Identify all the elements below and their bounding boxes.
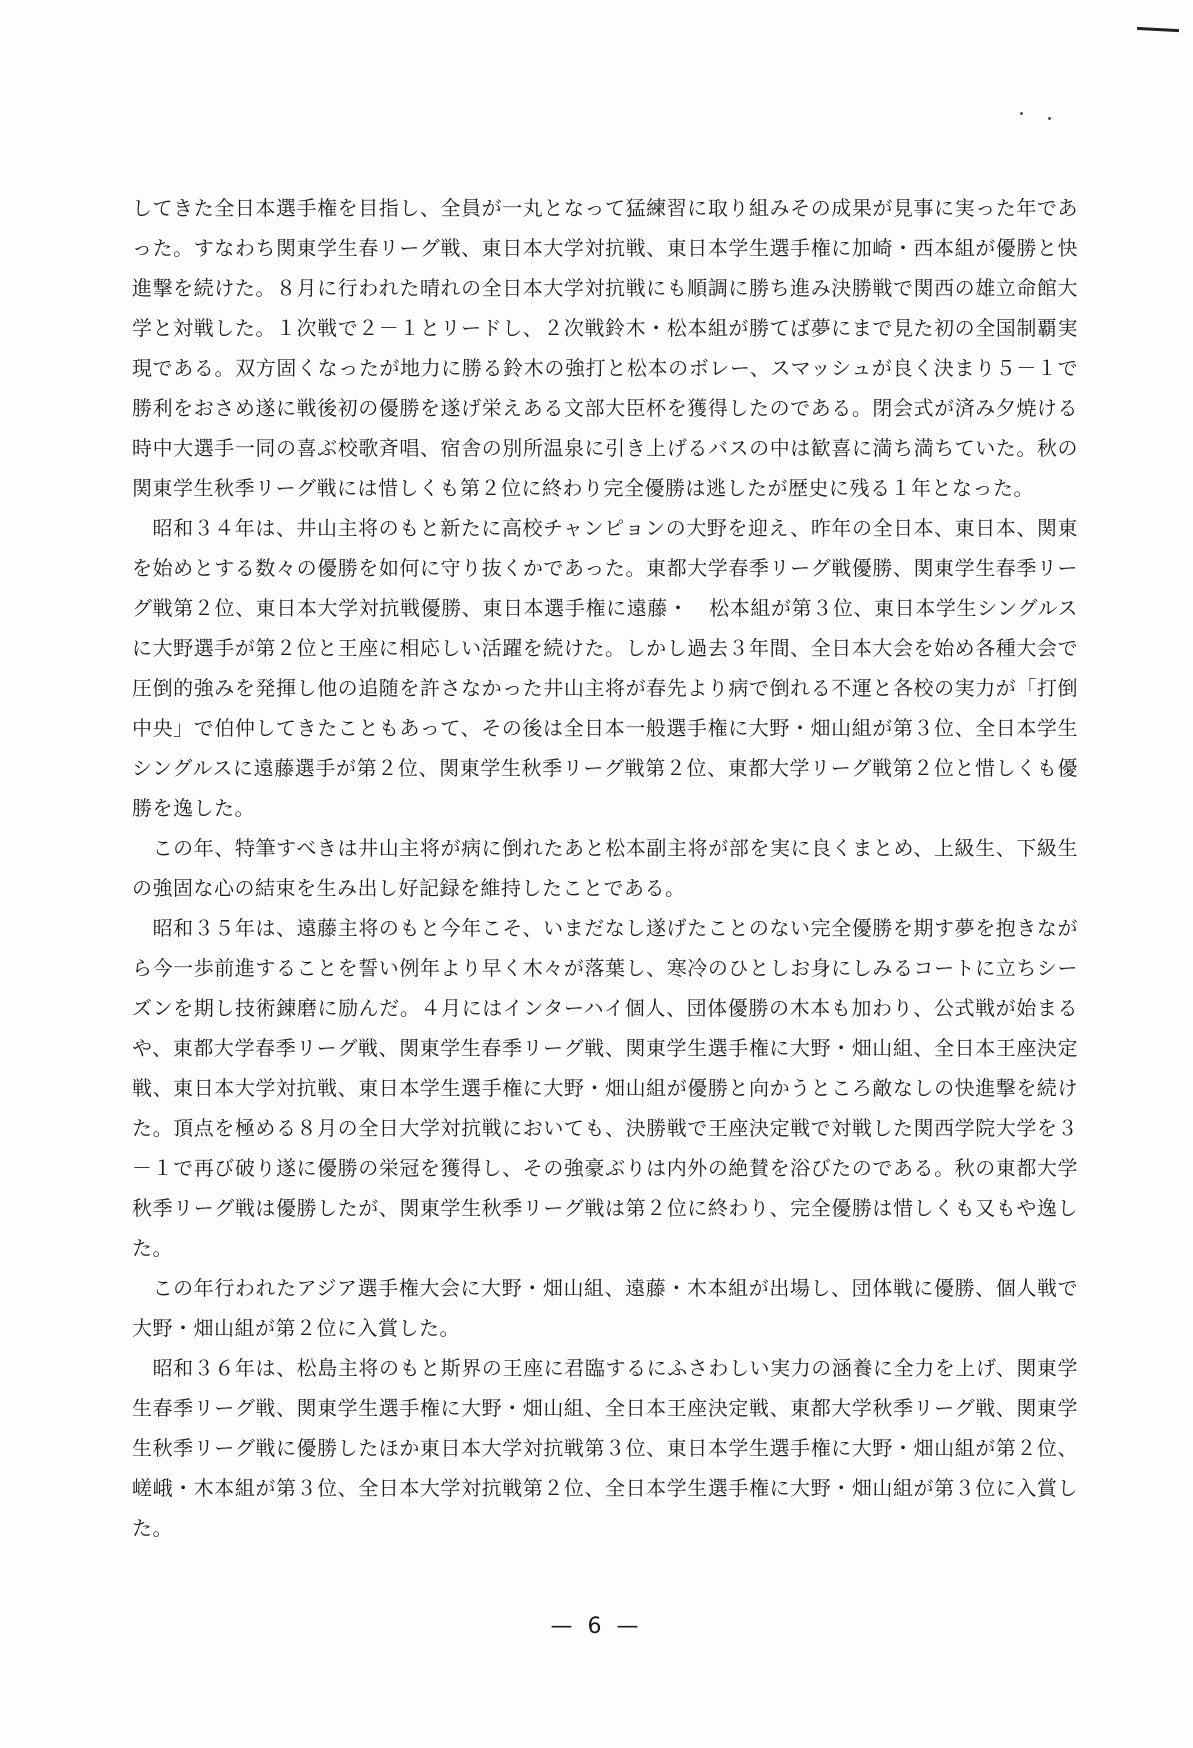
body-text: [132, 188, 1078, 1548]
paragraph-2: 昭和３４年は、井山主将のもと新たに高校チャンピョンの大野を迎え、昨年の全日本、東日本、関東を始めとする数々の優勝を如何に守り抜くかであった。東都大学春季リーグ戦優勝、関東学生春季リーグ戦第２位、東日本大学対抗戦優勝、東日本選手権に遠藤・ 松本組が第３位、東日本学生シングルスに大野選手が第２位と王座に相応しい活躍を続けた。しかし過去３年間、全日本大会を始め各種大会で圧倒的強みを発揮し他の追随を許さなかった井山主将が春先より病で倒れる不運と各校の実力が「打倒中央」で伯仲してきたこともあって、その後は全日本一般選手権に大野・畑山組が第３位、全日本学生シングルスに遠藤選手が第２位、関東学生秋季リーグ戦第２位、東都大学リーグ戦第２位と惜しくも優勝を逸した。: [132, 516, 1078, 820]
paragraph-4: 昭和３５年は、遠藤主将のもと今年こそ、いまだなし遂げたことのない完全優勝を期す夢を抱きながら今一歩前進することを誓い例年より早く木々が落葉し、寒冷のひとしお身にしみるコートに立ちシーズンを期し技術錬磨に励んだ。４月にはインターハイ個人、団体優勝の木本も加わり、公式戦が始まるや、東都大学春季リーグ戦、関東学生春季リーグ戦、関東学生選手権に大野・畑山組、全日本王座決定戦、東日本大学対抗戦、東日本学生選手権に大野・畑山組が優勝と向かうところ敵なしの快進撃を続けた。頂点を極める８月の全日大学対抗戦においても、決勝戦で王座決定戦で対戦した関西学院大学を３－１で再び破り遂に優勝の栄冠を獲得し、その強豪ぶりは内外の絶賛を浴びたのである。秋の東都大学秋季リーグ戦は優勝したが、関東学生秋季リーグ戦は第２位に終わり、完全優勝は惜しくも又もや逸した。: [132, 916, 1078, 1260]
paragraph-3: この年、特筆すべきは井山主将が病に倒れたあと松本副主将が部を実に良くまとめ、上級生、下級生の強固な心の結束を生み出し好記録を維持したことである。: [132, 836, 1078, 900]
scan-speck: [1048, 117, 1051, 120]
paragraph-6: 昭和３６年は、松島主将のもと斯界の王座に君臨するにふさわしい実力の涵養に全力を上げ、関東学生春季リーグ戦、関東学生選手権に大野・畑山組、全日本王座決定戦、東都大学秋季リーグ戦、関東学生秋季リーグ戦に優勝したほか東日本大学対抗戦第３位、東日本学生選手権に大野・畑山組が第２位、嵯峨・木本組が第３位、全日本大学対抗戦第２位、全日本学生選手権に大野・畑山組が第３位に入賞した。: [132, 1356, 1078, 1540]
paragraph-5: この年行われたアジア選手権大会に大野・畑山組、遠藤・木本組が出場し、団体戦に優勝、個人戦で大野・畑山組が第２位に入賞した。: [132, 1276, 1078, 1340]
paragraph-1: してきた全日本選手権を目指し、全員が一丸となって猛練習に取り組みその成果が見事に実った年であった。すなわち関東学生春リーグ戦、東日本大学対抗戦、東日本学生選手権に加崎・西本組が優勝と快進撃を続けた。８月に行われた晴れの全日本大学対抗戦にも順調に勝ち進み決勝戦で関西の雄立命館大学と対戦した。１次戦で２－１とリードし、２次戦鈴木・松本組が勝てば夢にまで見た初の全国制覇実現である。双方固くなったが地力に勝る鈴木の強打と松本のボレー、スマッシュが良く決まり５－１で勝利をおさめ遂に戦後初の優勝を遂げ栄えある文部大臣杯を獲得したのである。閉会式が済み夕焼ける時中大選手一同の喜ぶ校歌斉唱、宿舎の別所温泉に引き上げるバスの中は歓喜に満ち満ちていた。秋の関東学生秋季リーグ戦には惜しくも第２位に終わり完全優勝は逃したが歴史に残る１年となった。: [132, 196, 1078, 500]
scan-speck: [1020, 112, 1023, 115]
edge-mark: [1137, 27, 1179, 32]
page-number: — 6 —: [550, 1614, 643, 1639]
